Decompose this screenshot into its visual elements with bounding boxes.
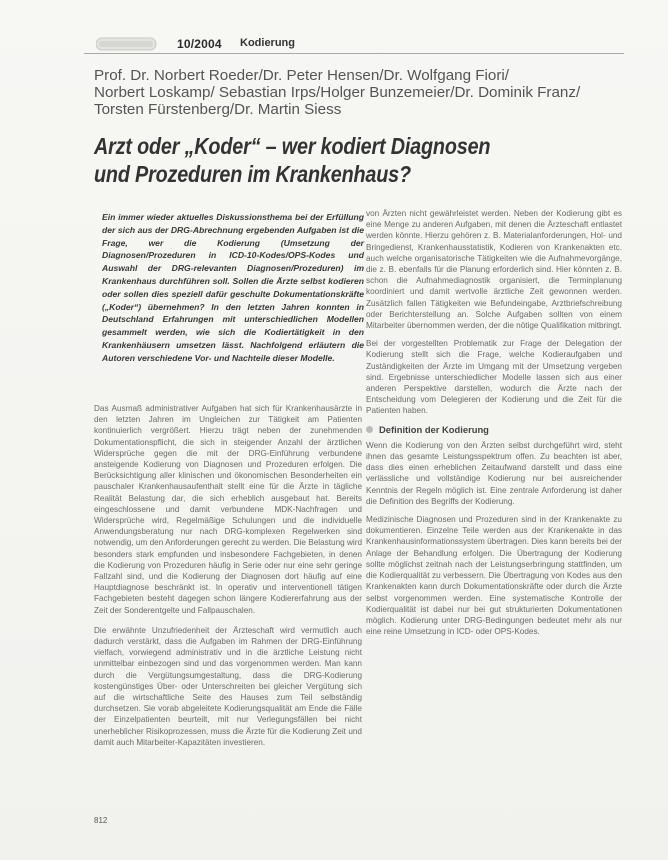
author-list bbox=[94, 67, 624, 118]
author-line: Torsten Fürstenberg/Dr. Martin Siess bbox=[94, 101, 342, 118]
body-column-right bbox=[366, 208, 622, 644]
body-column-left bbox=[94, 403, 362, 755]
section-label: Kodierung bbox=[240, 37, 295, 49]
body-paragraph: Die erwähnte Unzufriedenheit der Ärzteschaft wird vermutlich auch dadurch verstärkt, dass die Aufgaben im Rahmen der DRG-Einführung vielfach, vorwiegend administrativ und in die ärztliche Leistung nicht unmittelbar einbezogen sind und das vorgenommen werden. Man kann durch die Vergütungsumgestaltung, dass die DRG-Kodierung kostengünstiges Über- oder Unterschreiten bei gleicher Vergütung sich auf die wirtschaftliche Seite des Hauses zum Teil selbständig durchsetzen. Sie vorab abgeleitete Kodierungsqualität am Ende die Fälle der Einzelpatienten beurteilt, mit nur Verlegungsfällen bei nicht unerheblicher Risikoprozessen, muss die Ärzte für die Kodierung Zeit und damit auch Mitarbeiter-Kapazitäten investieren. bbox=[94, 625, 362, 747]
section-heading-text: Definition der Kodierung bbox=[379, 423, 489, 435]
body-paragraph: Bei der vorgestellten Problematik zur Frage der Delegation der Kodierung stellt sich die Frage, welche Kodieraufgaben und Zuständigkeiten der Ärzte im Umgang mit der Umsetzung vergeben sind. Ergebnisse unterschiedlicher Modelle lassen sich aus einer anderen Perspektive darstellen, wodurch die Ärzte nach der Entscheidung vom Delegieren der Kodierung und die Zeit für die Patienten haben. bbox=[366, 339, 622, 416]
article-title bbox=[94, 132, 541, 188]
page-number: 812 bbox=[94, 816, 108, 825]
journal-logo bbox=[96, 36, 158, 52]
body-paragraph: Medizinische Diagnosen und Prozeduren sind in der Krankenakte zu dokumentieren. Einzelne Teile werden aus der Krankenakte in das Krankenhausinformationssystem übertragen. Dies kann bereits bei der Anlage der Behandlung erfolgen. Die Übertragung der Kodierung sollte möglichst zeitnah nach der Leistungserbringung stattfinden, um die Kodierqualität zu verbessern. Die Übertragung von Kodes aus den Krankenakten kann durch Dokumentationskräfte oder durch die Ärzte selbst vorgenommen werden. Eine systematische Kontrolle der Kodierqualität ist dabei nur bei gut strukturierten Dokumentationen möglich. Kodierung unter DRG-Bedingungen bedeutet mehr als nur eine reine Umsetzung in ICD- oder OPS-Kodes. bbox=[366, 515, 622, 637]
page-header bbox=[84, 36, 624, 54]
header-rule bbox=[84, 53, 624, 54]
body-paragraph: Wenn die Kodierung von den Ärzten selbst durchgeführt wird, steht ihnen das gesamte Leistungsspektrum offen. Zu beachten ist aber, dass dies einen erheblichen Zeitaufwand darstellt und dass eine verlässliche und vollständige Kodierung nur bei ausreichender Kenntnis der Regeln möglich ist. Eine zentrale Anforderung ist daher die Definition des Begriffs der Kodierung. bbox=[366, 440, 622, 506]
title-line: und Prozeduren im Krankenhaus? bbox=[94, 161, 411, 187]
body-paragraph: von Ärzten nicht gewährleistet werden. Neben der Kodierung gibt es eine Menge zu anderen Aufgaben, mit denen die Ärzteschaft entlastet werden könnte. Hierzu gehören z. B. Materialanforderungen, Hol- und Bringedienst, Krankenhausstatistik, Kodieren von Krankenakten etc. auch welche organisatorische Tätigkeiten wie die Aufnahmevorgänge, die z. B. ebenfalls für die Planung erforderlich sind. Hier könnten z. B. schon die Aufnahmediagnostik organisiert, die Terminplanung koordiniert und damit wertvolle ärztliche Zeit gewonnen werden. Zusätzlich fallen Tätigkeiten wie Befundeingabe, Arztbriefschreibung oder Berichterstellung an. Solche Aufgaben sollten von einem Mitarbeiter übernommen werden, der die nötige Qualifikation mitbringt. bbox=[366, 209, 622, 331]
issue-number: 10/2004 bbox=[177, 37, 222, 51]
section-heading bbox=[366, 424, 622, 435]
lede-paragraph: Ein immer wieder aktuelles Diskussionsthema bei der Erfüllung der sich aus der DRG-Abrechnung ergebenden Aufgaben ist die Frage, wer die Kodierung (Umsetzung der Diagnosen/Prozeduren in ICD-10-Kodes/OPS-Kodes und Auswahl der DRG-relevanten Diagnosen/Prozeduren) im Krankenhaus durchführen soll. Sollen die Ärzte selbst kodieren oder sollen dies speziell dafür geschulte Dokumentationskräfte („Koder“) übernehmen? In den letzten Jahren konnten in Deutschland Erfahrungen mit unterschiedlichen Modellen gesammelt werden, wie sich die Kodiertätigkeit in den Krankenhäusern umsetzen lässt. Nachfolgend erläutern die Autoren verschiedene Vor- und Nachteile dieser Modelle. bbox=[102, 212, 364, 363]
bullet-icon bbox=[366, 426, 373, 433]
author-line: Norbert Loskamp/ Sebastian Irps/Holger Bunzemeier/Dr. Dominik Franz/ bbox=[94, 84, 581, 101]
author-line: Prof. Dr. Norbert Roeder/Dr. Peter Hensen/Dr. Wolfgang Fiori/ bbox=[94, 67, 510, 84]
body-paragraph: Das Ausmaß administrativer Aufgaben hat sich für Krankenhausärzte in den letzten Jahren im Ungleichen zur Tätigkeit am Patienten kontinuierlich vergrößert. Hierzu trägt neben der zunehmenden Dokumentationspflicht, die sich in steigender Anzahl der ärztlichen Widersprüche gegen die mit der DRG-Einführung verbundene ansteigende Kodierung von Diagnosen und Prozeduren erfolgen. Die Berücksichtigung aller klinischen und ökonomischen Besonderheiten ein pauschaler Krankenhausaufenthalt stellt eine für die Ärzte in tägliche Realität Belastung dar, die sich erheblich ausgebaut hat. Bereits eingeschlossene und damit verbundene MDK-Nachfragen und Widersprüche wird, Regelmäßige Schulungen und die individuelle Anwendungsberatung nur nach DRG-komplexen Regelwerken sind notwendig, um den Anforderungen gerecht zu werden. Die Belastung wird besonders stark empfunden und insbesondere Fachgebieten, in denen die Kodierung von Prozeduren häufig in Serie oder nur eine sehr geringe Fallzahl sind, und die Kodierung der Diagnosen dort häufig auf eine Hauptdiagnose beschränkt ist. In operativ und interventionell tätigen Fachgebieten besteht dagegen schon längere Kodiererfahrung aus der Zeit der Sonderentgelte und Fallpauschalen. bbox=[94, 404, 362, 615]
title-line: Arzt oder „Koder“ – wer kodiert Diagnosen bbox=[94, 133, 491, 159]
